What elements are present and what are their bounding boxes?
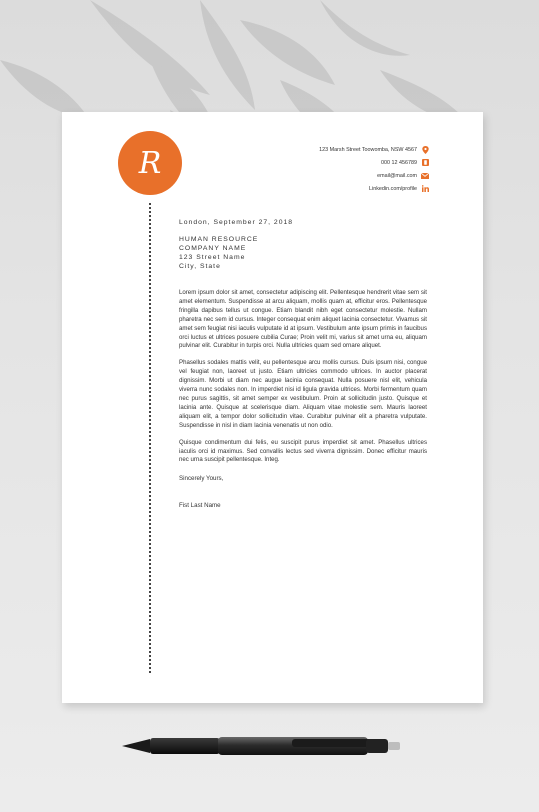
closing-line: Sincerely Yours, — [179, 475, 224, 483]
linkedin-text: Linkedin.com/profile — [369, 185, 417, 192]
recipient-line: 123 Street Name — [179, 254, 246, 261]
contact-block — [319, 143, 429, 195]
contact-address — [319, 143, 429, 156]
recipient-line: COMPANY NAME — [179, 245, 247, 252]
recipient-address — [179, 235, 427, 271]
monogram-logo — [118, 131, 182, 195]
envelope-icon — [421, 172, 429, 180]
pen-illustration — [122, 733, 402, 759]
body-paragraph: Lorem ipsum dolor sit amet, consectetur adipiscing elit. Pellentesque hendrerit vitae sem sit amet elementum. Suspendisse at arcu aliquam, mollis quam at, efficitur eros. Pellentesque fringilla dapibus tellus ut congue. Etiam blandit nibh eget consectetur molestie. Nullam pharetra nec sem id cursus. Integer consequat enim aliquet lacinia consectetur. Vivamus sit amet sem feugiat nisi iaculis vulputate id at ipsum. Vestibulum ante ipsum primis in faucibus orci luctus et ultrices posuere cubilia Curae; Proin velit mi, varius sit amet urna eu, aliquam pulvinar elit. Curabitur in turpis orci. Nulla ultricies quam sed ornare aliquet. — [179, 289, 427, 350]
dotted-divider — [149, 203, 151, 673]
body-paragraph: Phasellus sodales mattis velit, eu pellentesque arcu mollis cursus. Duis ipsum nisi, congue vel feugiat non, laoreet ut justo. Etiam ultricies commodo ultrices. In auctor placerat dignissim. Morbi ut diam nec augue lacinia consequat. Nulla posuere nisl elit, vehicula viverra nunc sodales non. In imperdiet nisi id ligula gravida ultrices. Morbi fermentum quam nec purus sagittis, sit amet semper ex vestibulum. Proin at sollicitudin justo. Quisque et lacinia ante. Quisque at scelerisque diam. Aliquam vitae molestie sem. Mauris laoreet aliquam elit, a tempor dolor sollicitudin vitae. Curabitur pulvinar elit a pharetra vulputate. Suspendisse in nisl in diam lacinia venenatis ut non odio. — [179, 359, 427, 429]
phone-text: 000 12 456789 — [381, 159, 417, 166]
signature-name: Fist Last Name — [179, 502, 221, 510]
location-pin-icon — [421, 146, 429, 154]
letter-page — [62, 112, 483, 703]
recipient-line: HUMAN RESOURCE — [179, 236, 259, 243]
letter-date: London, September 27, 2018 — [179, 219, 294, 226]
linkedin-icon — [421, 185, 429, 193]
recipient-line: City, State — [179, 263, 221, 270]
contact-email — [319, 169, 429, 182]
contact-phone — [319, 156, 429, 169]
body-paragraph: Quisque condimentum dui felis, eu suscipit purus imperdiet sit amet. Phasellus ultrices iaculis orci id maximus. Sed convallis lectus sed viverra dignissim. Donec efficitur mauris nec urna suscipit pellentesque. Integ. — [179, 438, 427, 464]
address-text: 123 Marsh Street Toowomba, NSW 4567 — [319, 146, 417, 153]
phone-icon — [421, 159, 429, 167]
email-text: email@mail.com — [377, 172, 417, 179]
contact-linkedin — [319, 182, 429, 195]
letter-body — [179, 219, 427, 509]
monogram-letter: R — [138, 145, 162, 181]
